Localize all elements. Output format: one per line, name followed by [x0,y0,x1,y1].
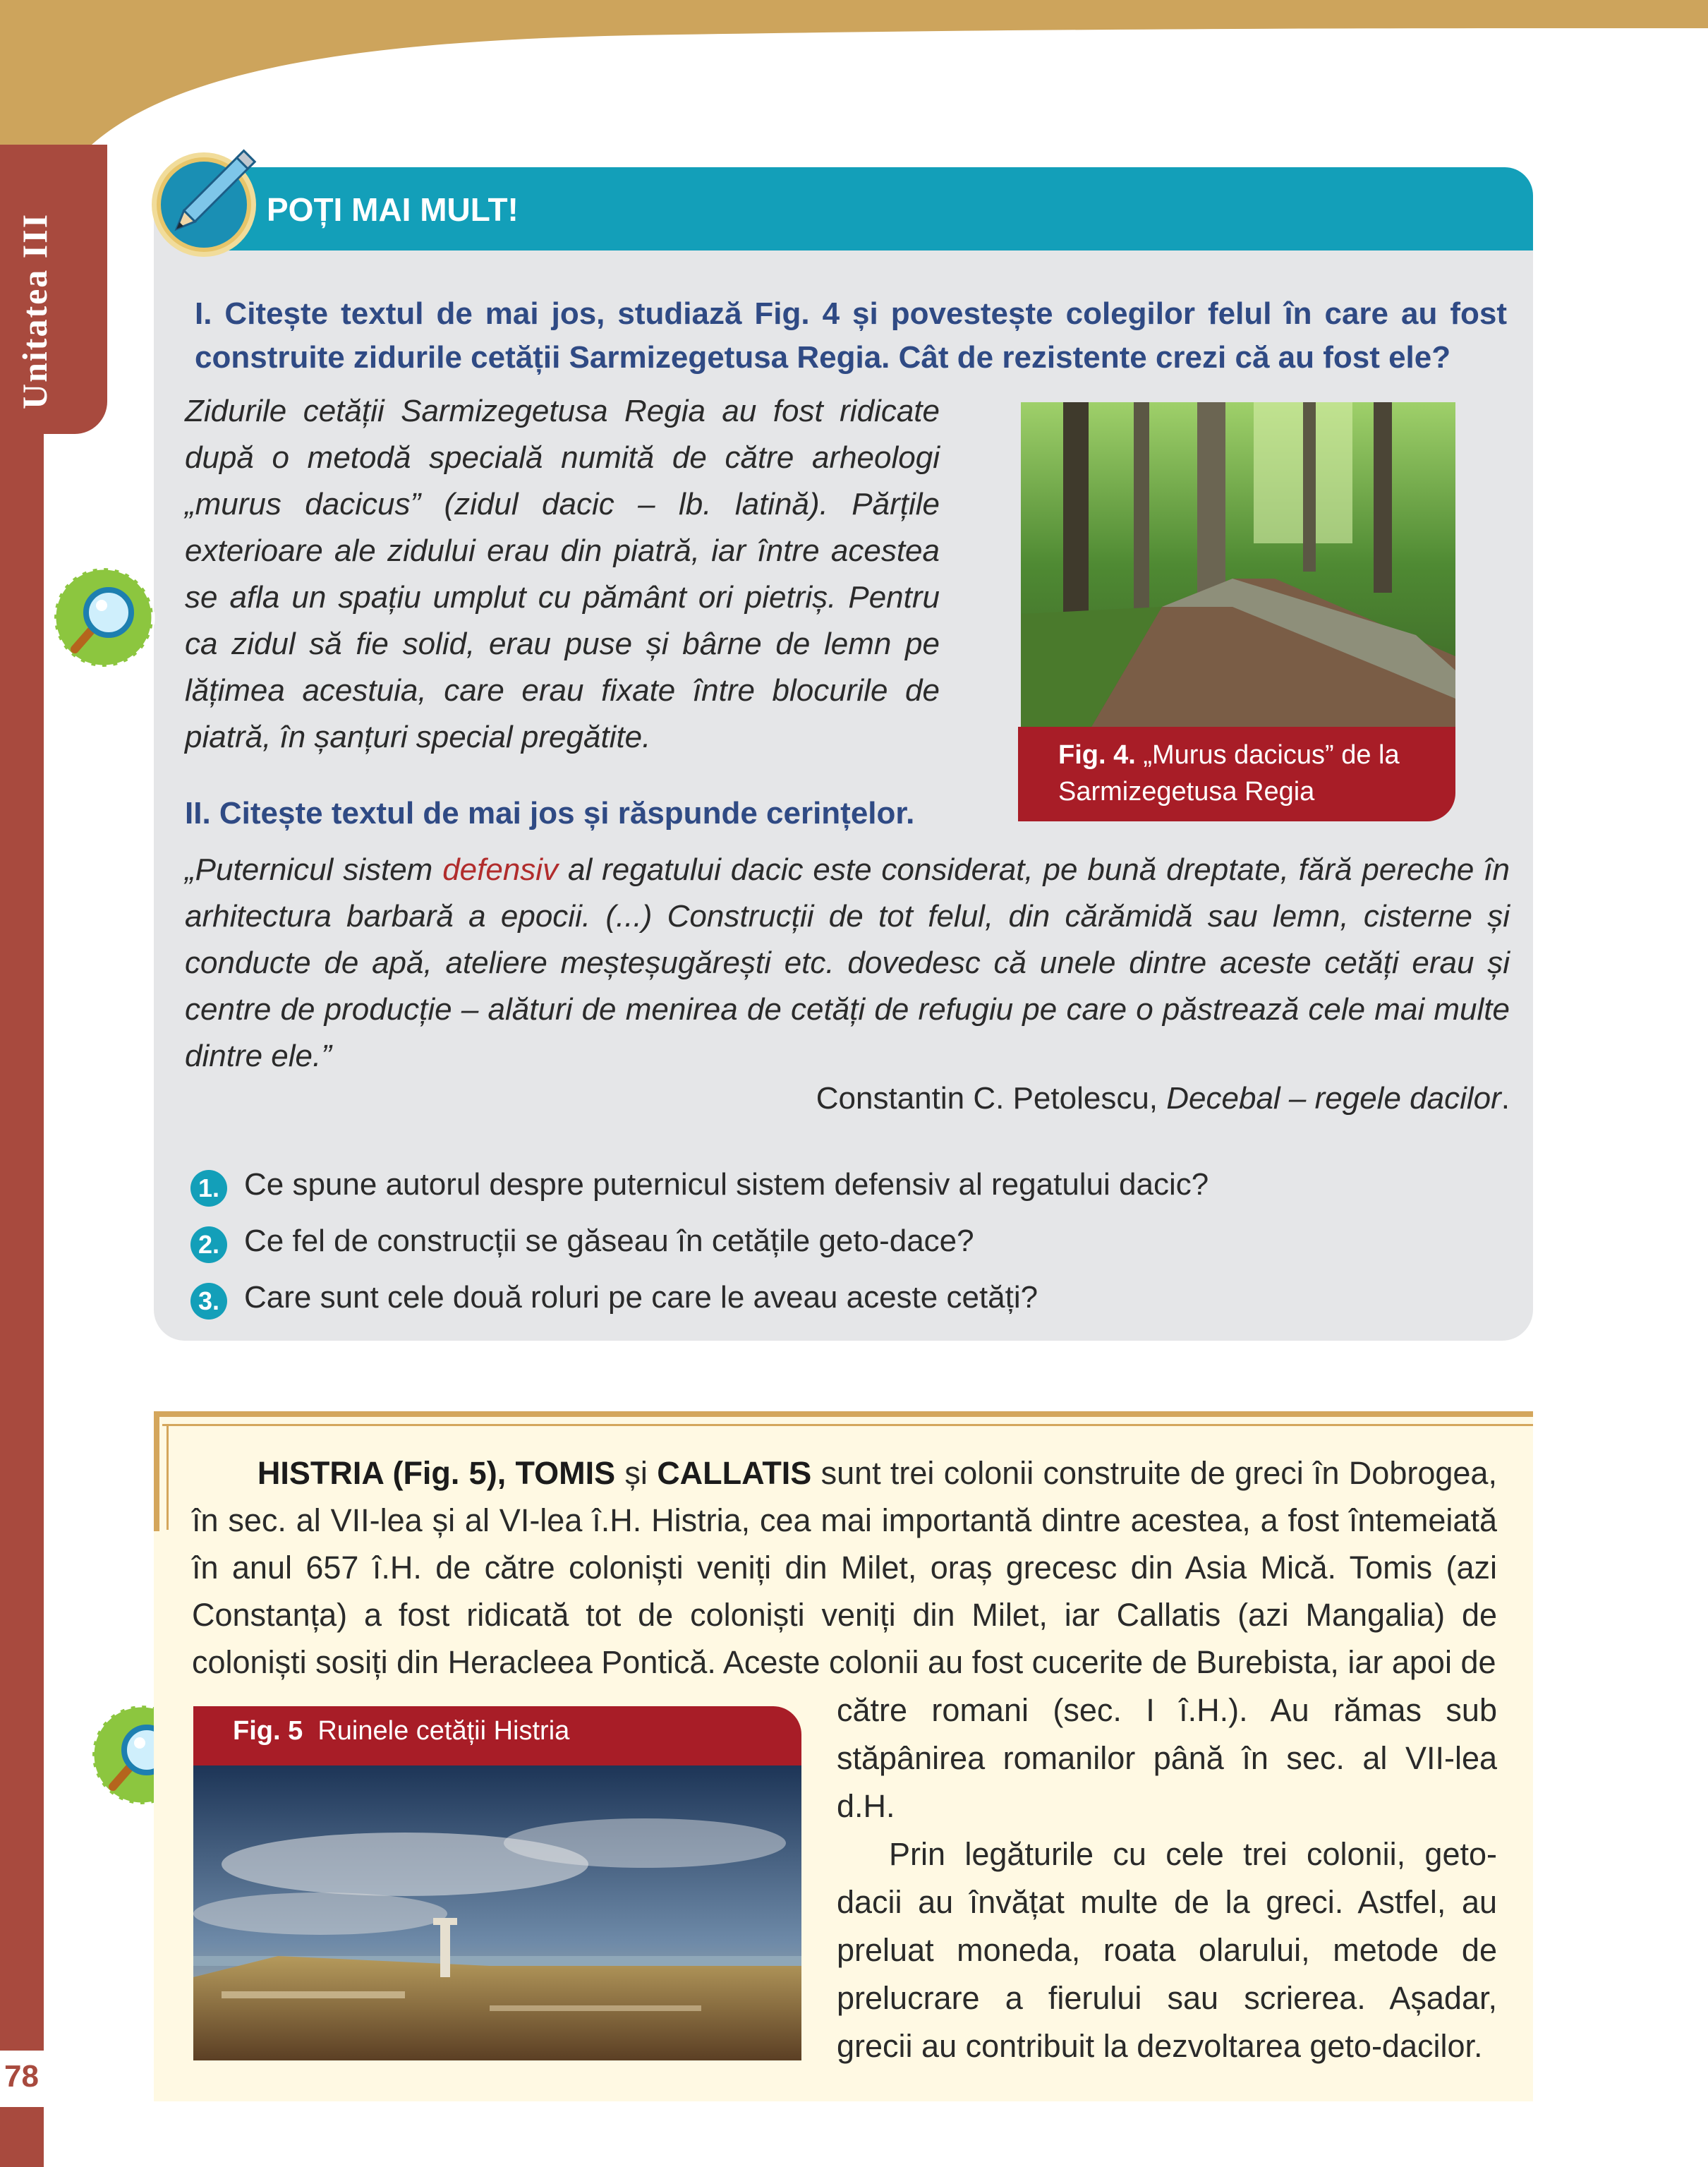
fig4-caption-text: „Murus dacicus” de la Sarmizegetusa Regia [1058,740,1400,807]
question-1: Ce spune autorul despre puternicul sistem defensiv al regatului dacic? [244,1167,1209,1202]
text-joiner: și [615,1455,658,1491]
bold-callatis: CALLATIS [657,1455,812,1491]
pencil-icon [145,143,258,262]
citation-title: Decebal – regele dacilor [1166,1081,1501,1116]
question-number-2: 2. [190,1226,227,1263]
box-border [162,1424,1533,1426]
page-number: 78 [4,2059,39,2094]
quote-rest: al regatului dacic este considerat, pe bună dreptate, fără pereche în arhitectura barbară a epocii. (...) Construcții de tot felul, din cărămidă sau lemn, cisterne și conducte de apă, ateliere meșteșugărești etc. dovedesc că unele dintre aceste cetăți erau și centre de producție – alături de menirea de cetăți de refugiu pe care o păstrează cele mai multe dintre ele.” [185,852,1510,1073]
colonies-continued [837,1686,1497,2064]
left-side-strip [0,145,44,2167]
unit-label: Unitatea III [15,212,54,409]
question-3: Care sunt cele două roluri pe care le aveau aceste cetăți? [244,1280,1038,1315]
box-border [166,1424,169,1530]
quote-start: „Puternicul sistem [185,852,443,887]
fig4-photo [1021,402,1455,727]
quote-citation [635,1081,1510,1125]
question-number-1: 1. [190,1170,227,1207]
fig5-caption [233,1716,783,1758]
quote-text [185,847,1510,1087]
colonies-text [192,1449,1497,1696]
quote-highlight-word: defensiv [442,852,559,887]
fig4-label: Fig. 4. [1058,740,1136,770]
bold-histria: HISTRIA (Fig. 5), [257,1455,507,1491]
colonies-paragraph: sunt trei colonii construite de greci în Dobrogea, în sec. al VII-lea și al VI-lea î.H. Histria, cea mai importantă dintre acestea, a fost întemeiată în anul 657 î.H. de către coloniști veniți din Milet, oraș grecesc din Asia Mică. Tomis (azi Constanța) a fost ridicată tot de coloniști veniți din Milet, iar Callatis (azi Mangalia) de coloniști sosiți din Heracleea Pontică. Aceste colonii au fost cucerite de Burebista, iar apoi de [192,1455,1497,1680]
task-two-heading: II. Citește textul de mai jos și răspunde cerințelor. [185,796,915,831]
citation-author: Constantin C. Petolescu, [816,1081,1167,1116]
task-one-heading: I. Citește textul de mai jos, studiază Fig. 4 și povestește colegilor felul în care au fost construite zidurile cetății Sarmizegetusa Regia. Cât de rezistente crezi că au fost ele? [195,296,1507,375]
magnifier-icon [51,565,157,670]
citation-end: . [1501,1081,1510,1116]
fig5-label: Fig. 5 [233,1716,303,1746]
bold-tomis: TOMIS [515,1455,616,1491]
murus-dacicus-text: Zidurile cetății Sarmizegetusa Regia au fost ridicate după o metodă specială numită de către arheologi „murus dacicus” (zidul dacic – lb. latină). Părțile exterioare ale zidului erau din piatră, iar între acestea se afla un spațiu umplut cu pământ ori pietriș. Pentru ca zidul să fie solid, erau puse și bârne de lemn pe lățimea acestuia, care erau fixate între blocurile de piatră, în șanțuri special pregătite. [185,394,940,754]
fig5-photo [193,1765,801,2060]
fig5-caption-text: Ruinele cetății Histria [317,1716,570,1746]
panel-title: POȚI MAI MULT! [267,191,519,228]
box-border [154,1411,1533,1417]
romans-paragraph: către romani (sec. I î.H.). Au rămas sub stăpânirea romanilor până în sec. al VII-lea d.H. [837,1692,1497,1824]
box-border [154,1411,159,1531]
fig4-caption [1058,737,1446,814]
influence-paragraph: Prin legăturile cu cele trei colonii, geto-dacii au învățat multe de la greci. Astfel, au preluat moneda, roata olarului, metode de prelucrare a fierului sau scrierea. Așadar, grecii au contribuit la dezvoltarea geto-dacilor. [837,1836,1497,2064]
question-2: Ce fel de construcții se găseau în cetățile geto-dace? [244,1224,974,1258]
question-number-3: 3. [190,1283,227,1320]
